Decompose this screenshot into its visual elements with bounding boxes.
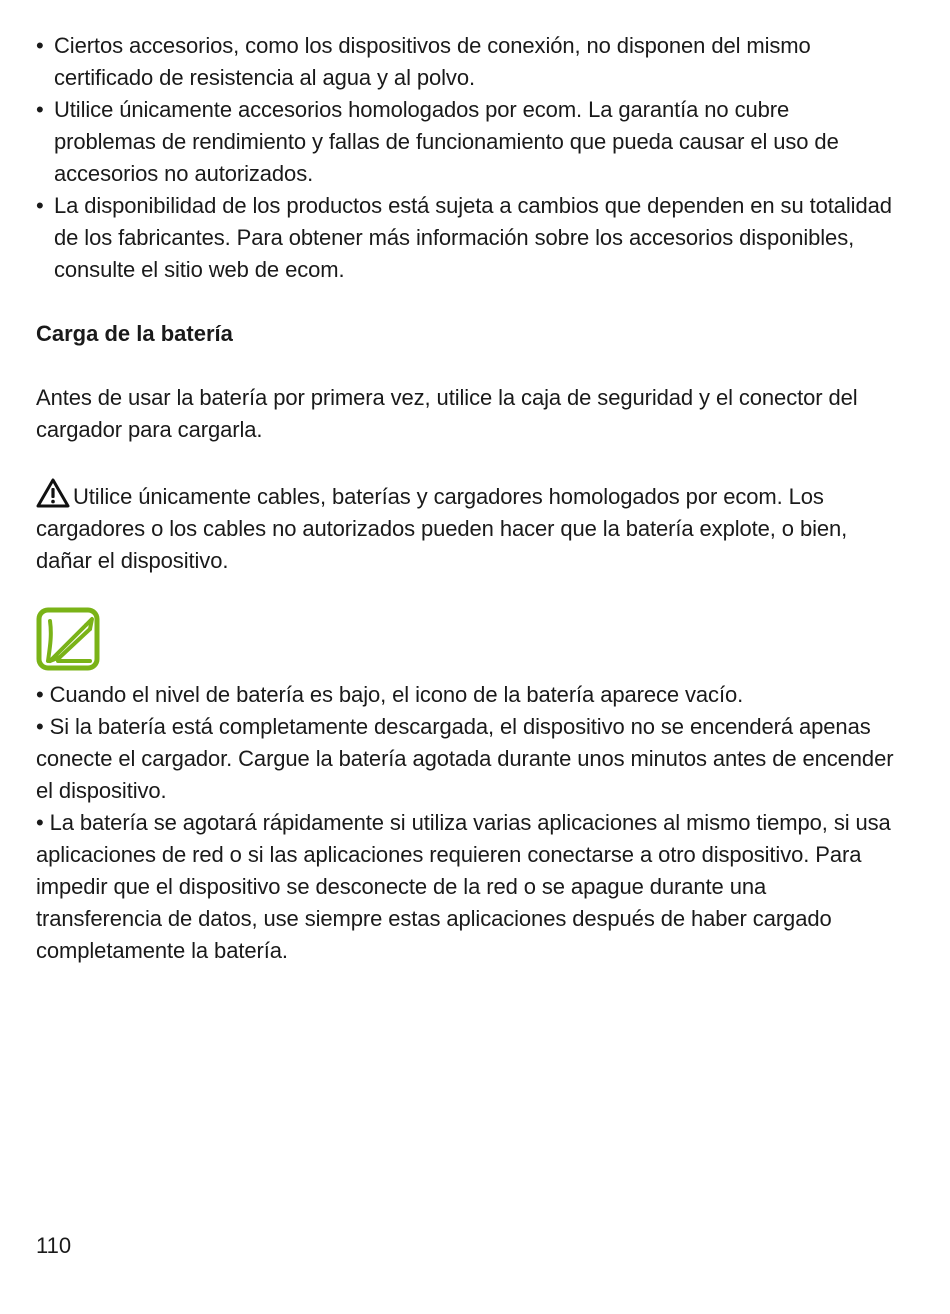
list-item: • La disponibilidad de los productos está sujeta a cambios que dependen en su totalidad de los fabricantes. Para obtener más información sobre los accesorios disponibles, consulte el sitio web de ecom. xyxy=(36,190,896,286)
list-item: • Utilice únicamente accesorios homologados por ecom. La garantía no cubre problemas de rendimiento y fallas de funcionamiento que pueda causar el uso de accesorios no autorizados. xyxy=(36,94,896,190)
document-page xyxy=(36,30,896,967)
list-item: • Cuando el nivel de batería es bajo, el icono de la batería aparece vacío. xyxy=(36,682,744,707)
warning-text: Utilice únicamente cables, baterías y cargadores homologados por ecom. Los cargadores o los cables no autorizados pueden hacer que la batería explote, o bien, dañar el dispositivo. xyxy=(36,484,848,573)
accessory-bullet-list xyxy=(36,30,896,286)
warning-triangle-icon xyxy=(36,478,70,508)
battery-note-list xyxy=(36,679,896,967)
page-number: 110 xyxy=(36,1233,72,1258)
list-item: • La batería se agotará rápidamente si utiliza varias aplicaciones al mismo tiempo, si usa aplicaciones de red o si las aplicaciones requieren conectarse a otro dispositivo. Para impedir que el dispositivo se desconecte de la red o se apague durante una transferencia de datos, use siempre estas aplicaciones después de haber cargado completamente la batería. xyxy=(36,810,891,963)
list-item: • Ciertos accesorios, como los dispositivos de conexión, no disponen del mismo certificado de resistencia al agua y al polvo. xyxy=(36,30,896,94)
warning-paragraph xyxy=(36,478,896,577)
section-heading: Carga de la batería xyxy=(36,321,233,346)
intro-paragraph: Antes de usar la batería por primera vez, utilice la caja de seguridad y el conector del cargador para cargarla. xyxy=(36,385,858,442)
list-item: • Si la batería está completamente descargada, el dispositivo no se encenderá apenas conecte el cargador. Cargue la batería agotada durante unos minutos antes de encender el dispositivo. xyxy=(36,714,894,803)
note-pencil-icon xyxy=(36,607,100,671)
